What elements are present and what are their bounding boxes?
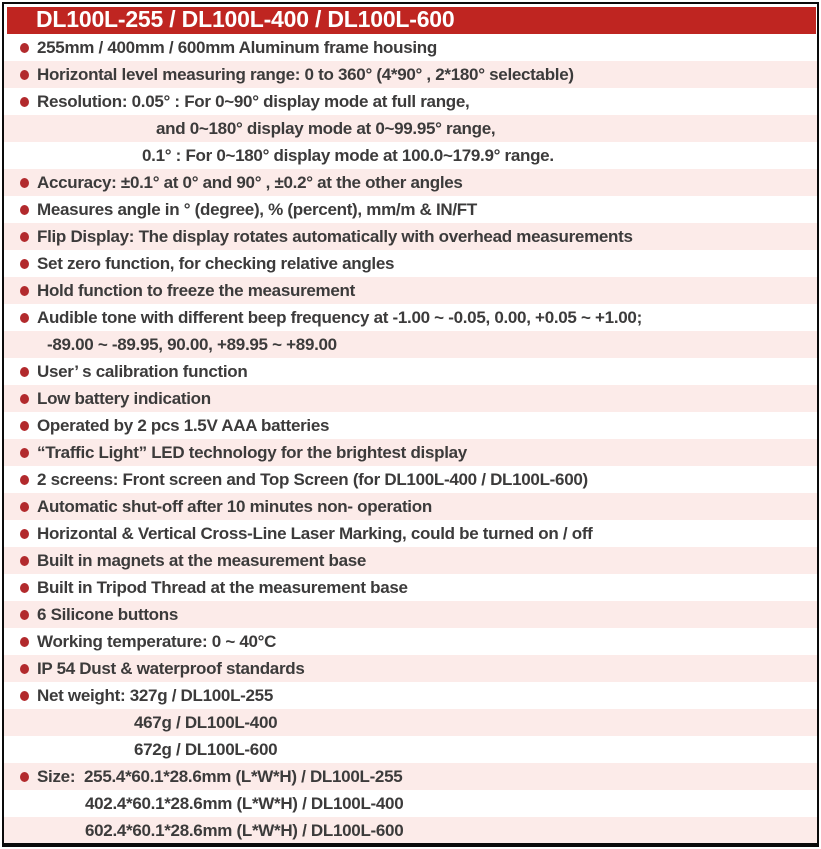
list-item: [4, 682, 817, 709]
list-item: [4, 169, 817, 196]
bullet-icon: [20, 772, 29, 782]
bullet-icon: [20, 97, 29, 107]
list-item: [4, 250, 817, 277]
spec-text: Resolution: 0.05° : For 0~90° display mode at full range,: [37, 92, 470, 111]
spec-text: Horizontal & Vertical Cross-Line Laser Marking, could be turned on / off: [37, 524, 593, 543]
list-item: [4, 790, 817, 817]
spec-text: and 0~180° display mode at 0~99.95° range,: [156, 119, 496, 138]
bullet-icon: [20, 664, 29, 674]
bullet-icon: [20, 637, 29, 647]
bullet-icon: [20, 502, 29, 512]
spec-text: Net weight: 327g / DL100L-255: [37, 686, 273, 705]
list-item: [4, 817, 817, 844]
list-item: [4, 439, 817, 466]
list-item: [4, 196, 817, 223]
list-item: [4, 601, 817, 628]
spec-text: Built in Tripod Thread at the measurement base: [37, 578, 408, 597]
list-item: [4, 115, 817, 142]
bullet-icon: [20, 529, 29, 539]
bullet-icon: [20, 70, 29, 80]
spec-text: “Traffic Light” LED technology for the brightest display: [37, 443, 467, 462]
list-item: [4, 331, 817, 358]
spec-text: Hold function to freeze the measurement: [37, 281, 355, 300]
spec-text: Measures angle in ° (degree), % (percent), mm/m & IN/FT: [37, 200, 477, 219]
list-item: [4, 385, 817, 412]
list-item: [4, 34, 817, 61]
bullet-icon: [20, 313, 29, 323]
spec-text: 255mm / 400mm / 600mm Aluminum frame housing: [37, 38, 437, 57]
spec-text: 672g / DL100L-600: [134, 740, 278, 759]
list-item: [4, 142, 817, 169]
spec-text: Set zero function, for checking relative angles: [37, 254, 395, 273]
spec-text: IP 54 Dust & waterproof standards: [37, 659, 305, 678]
list-item: [4, 574, 817, 601]
spec-text: 602.4*60.1*28.6mm (L*W*H) / DL100L-600: [85, 821, 404, 840]
bullet-icon: [20, 232, 29, 242]
bullet-icon: [20, 394, 29, 404]
list-item: [4, 547, 817, 574]
bullet-icon: [20, 610, 29, 620]
bullet-icon: [20, 448, 29, 458]
spec-text: Operated by 2 pcs 1.5V AAA batteries: [37, 416, 330, 435]
list-item: [4, 277, 817, 304]
spec-text: 467g / DL100L-400: [134, 713, 278, 732]
spec-text: User’ s calibration function: [37, 362, 248, 381]
spec-text: 2 screens: Front screen and Top Screen (for DL100L-400 / DL100L-600): [37, 470, 588, 489]
spec-text: 402.4*60.1*28.6mm (L*W*H) / DL100L-400: [85, 794, 404, 813]
list-item: [4, 709, 817, 736]
spec-list: [4, 34, 817, 844]
page-title-bar: [7, 7, 816, 34]
bullet-icon: [20, 421, 29, 431]
bullet-icon: [20, 178, 29, 188]
page-title: DL100L-255 / DL100L-400 / DL100L-600: [36, 6, 455, 32]
list-item: [4, 61, 817, 88]
list-item: [4, 223, 817, 250]
spec-text: Audible tone with different beep frequency at -1.00 ~ -0.05, 0.00, +0.05 ~ +1.00;: [37, 308, 642, 327]
bullet-icon: [20, 43, 29, 53]
bullet-icon: [20, 475, 29, 485]
spec-text: Flip Display: The display rotates automatically with overhead measurements: [37, 227, 633, 246]
list-item: [4, 763, 817, 790]
list-item: [4, 520, 817, 547]
spec-text: Working temperature: 0 ~ 40°C: [37, 632, 277, 651]
spec-text: Size: 255.4*60.1*28.6mm (L*W*H) / DL100L-255: [37, 767, 403, 786]
list-item: [4, 88, 817, 115]
spec-sheet: [2, 2, 819, 847]
bullet-icon: [20, 583, 29, 593]
spec-text: Accuracy: ±0.1° at 0° and 90° , ±0.2° at the other angles: [37, 173, 463, 192]
spec-text: Horizontal level measuring range: 0 to 360° (4*90° , 2*180° selectable): [37, 65, 574, 84]
spec-text: -89.00 ~ -89.95, 90.00, +89.95 ~ +89.00: [47, 335, 337, 354]
bullet-icon: [20, 205, 29, 215]
spec-text: 0.1° : For 0~180° display mode at 100.0~179.9° range.: [142, 146, 554, 165]
list-item: [4, 466, 817, 493]
list-item: [4, 412, 817, 439]
bullet-icon: [20, 286, 29, 296]
bullet-icon: [20, 691, 29, 701]
bullet-icon: [20, 259, 29, 269]
bullet-icon: [20, 556, 29, 566]
spec-text: Low battery indication: [37, 389, 211, 408]
bullet-icon: [20, 367, 29, 377]
spec-text: Built in magnets at the measurement base: [37, 551, 367, 570]
list-item: [4, 628, 817, 655]
list-item: [4, 304, 817, 331]
list-item: [4, 736, 817, 763]
spec-text: 6 Silicone buttons: [37, 605, 179, 624]
spec-text: Automatic shut-off after 10 minutes non- operation: [37, 497, 432, 516]
list-item: [4, 493, 817, 520]
list-item: [4, 358, 817, 385]
list-item: [4, 655, 817, 682]
